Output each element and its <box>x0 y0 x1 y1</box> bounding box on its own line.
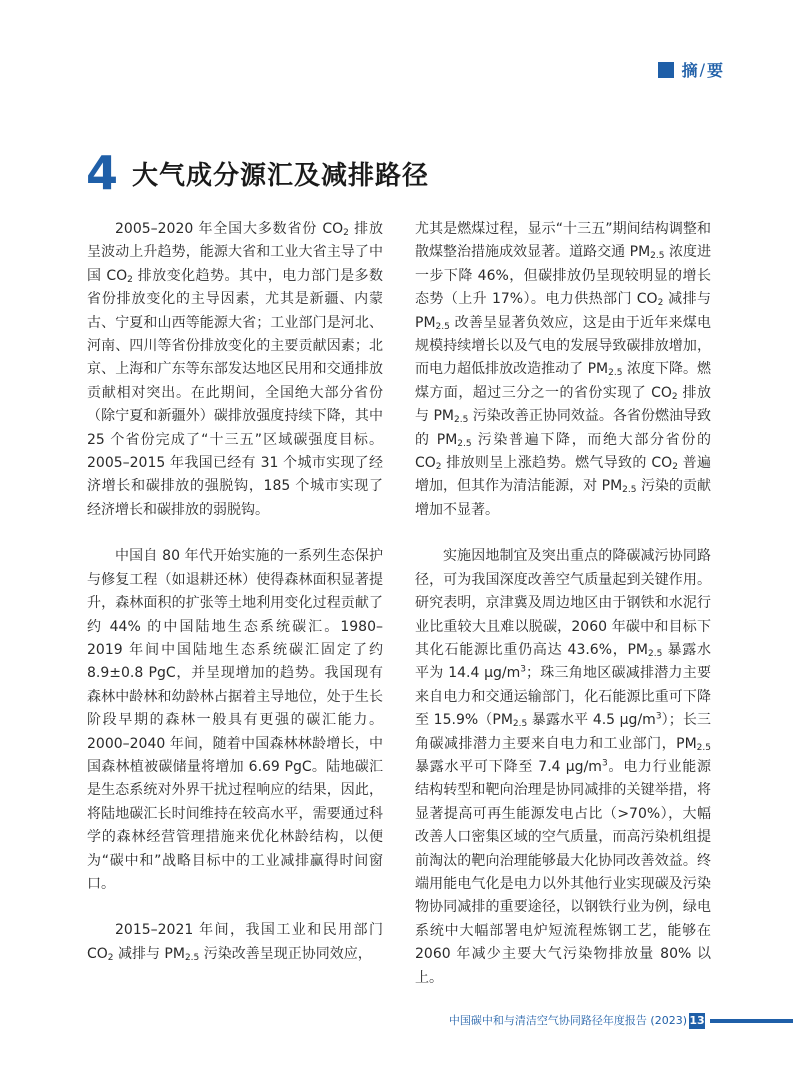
right-column <box>415 218 711 1013</box>
left-column <box>87 218 383 989</box>
footer-bar <box>710 1019 793 1023</box>
paragraph-co2-emissions: 2005–2020 年全国大多数省份 $CO_2$ 排放呈波动上升趋势，能源大省和工业大省主导了中国 $CO_2$ 排放变化趋势。其中，电力部门是多数省份排放变化的主导因素，尤其是新疆、内蒙古、宁夏和山西等能源大省；工业部门是河北、河南、四川等省份排放变化的主要贡献因素；北京、上海和广东等东部发达地区民用和交通排放贡献相对突出。在此期间，全国绝大部分省份（除宁夏和新疆外）碳排放强度持续下降，其中 25 个省份完成了“十三五”区域碳强度目标。2005–2015 年我国已经有 31 个城市实现了经济增长和碳排放的强脱钩，185 个城市实现了经济增长和碳排放的弱脱钩。 <box>87 221 384 518</box>
chapter-title: 大气成分源汇及减排路径 <box>132 160 430 191</box>
section-label-left: 摘 <box>681 61 698 80</box>
section-square-icon <box>658 62 674 78</box>
page-number: 13 <box>689 1014 705 1027</box>
section-label-right: 要 <box>706 61 723 80</box>
chapter-number: 4 <box>86 146 119 200</box>
paragraph-reduction-pathways: 实施因地制宜及突出重点的降碳减污协同路径，可为我国深度改善空气质量起到关键作用。研究表明，京津冀及周边地区由于钢铁和水泥行业比重较大且难以脱碳，2060 年碳中和目标下其化石能源比重仍高达 43.6%，$PM_{2.5}$ 暴露水平为 14.4 $\mu g/m^3$；珠三角地区碳减排潜力主要来自电力和交通运输部门，化石能源比重可下降至 $15.9\%(PM_{2.5}$ 暴露水平 4.5 $\mu g/m^3$）；长三角碳减排潜力主要来自电力和工业部门，$PM_{2.5}$ 暴露水平可下降至 7.4 $\mu g/m^3$。电力行业能源结构转型和靶向治理是协同减排的关键举措，将显著提高可再生能源发电占比（>70%），大幅改善人口密集区域的空气质量，而高污染机组提前淘汰的靶向治理能够最大化协同改善效益。终端用能电气化是电力以外其他行业实现碳及污染物协同减排的重要途径，以钢铁行业为例，绿电系统中大幅部署电炉短流程炼钢工艺，能够在 2060 年减少主要大气污染物排放量 80% 以上。 <box>415 548 712 986</box>
page-footer <box>0 1013 793 1029</box>
report-title: 中国碳中和与清洁空气协同路径年度报告 (2023) <box>448 1014 687 1027</box>
section-label-separator: / <box>699 60 705 79</box>
chapter-heading <box>86 146 430 200</box>
paragraph-carbon-sink: 中国自 80 年代开始实施的一系列生态保护与修复工程（如退耕还林）使得森林面积显著提升，森林面积的扩张等土地利用变化过程贡献了约 44% 的中国陆地生态系统碳汇。1980–2019 年间中国陆地生态系统碳汇固定了约 8.9±0.8 PgC，并呈现增加的趋势。我国现有森林中龄林和幼龄林占据着主导地位，处于生长阶段早期的森林一般具有更强的碳汇能力。2000–2040 年间，随着中国森林林龄增长，中国森林植被碳储量将增加 6.69 PgC。陆地碳汇是生态系统对外界干扰过程响应的结果，因此，将陆地碳汇长时间维持在较高水平，需要通过科学的森林经营管理措施来优化林龄结构，以便为“碳中和”战略目标中的工业减排赢得时间窗口。 <box>87 548 383 892</box>
section-tag <box>658 58 723 81</box>
paragraph-synergy-continued: 尤其是燃煤过程，显示“十三五”期间结构调整和散煤整治措施成效显著。道路交通 $PM_{2.5}$ 浓度进一步下降 46%，但碳排放仍呈现较明显的增长态势（上升 17%）。电力供热部门 $CO_2$ 减排与 $PM_{2.5}$ 改善呈显著负效应，这是由于近年来煤电规模持续增长以及气电的发展导致碳排放增加，而电力超低排放改造推动了 $PM_{2.5}$ 浓度下降。燃煤方面，超过三分之一的省份实现了 $CO_2$ 排放与 $PM_{2.5}$ 污染改善正协同效益。各省份燃油导致的 $PM_{2.5}$ 污染普遍下降，而绝大部分省份的 $CO_2$ 排放则呈上涨趋势。燃气导致的 $CO_2$ 普遍增加，但其作为清洁能源，对 $PM_{2.5}$ 污染的贡献增加不显著。 <box>415 221 712 518</box>
paragraph-synergy-start: 2015–2021 年间，我国工业和民用部门 $CO_2$ 减排与 $PM_{2.5}$ 污染改善呈现正协同效应， <box>87 922 383 963</box>
